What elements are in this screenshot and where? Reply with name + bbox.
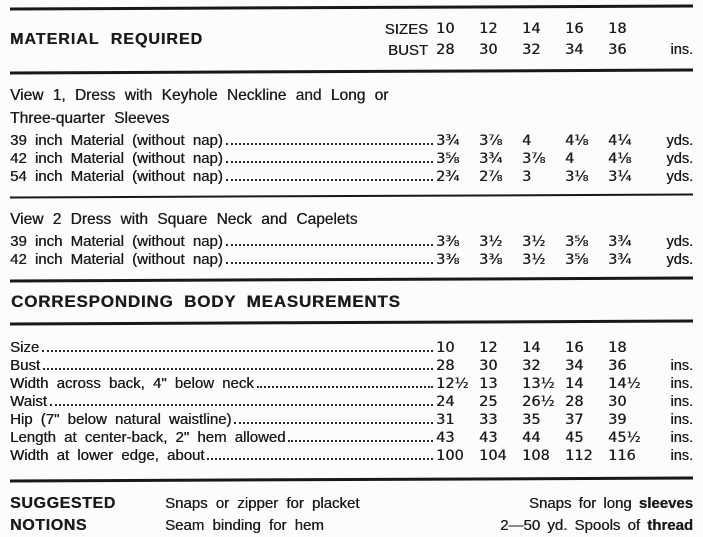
- bust-value: 30: [479, 42, 498, 58]
- bust-value: 32: [522, 42, 541, 58]
- measurement-value: 16: [565, 340, 584, 356]
- measurement-value: 12½: [436, 376, 469, 392]
- measurement-value: 28: [436, 358, 455, 374]
- row-label: Length at center-back, 2" hem allowed: [10, 429, 286, 446]
- yardage-value: 3⅜: [436, 252, 460, 268]
- size-value: 12: [479, 21, 498, 37]
- unit-label: ins.: [670, 412, 693, 428]
- dotted-leader: [42, 350, 433, 352]
- divider-notions-top: [10, 477, 693, 483]
- measurement-value: 13½: [522, 376, 555, 392]
- view-2-title: View 2 Dress with Square Neck and Capelets: [10, 211, 358, 228]
- yardage-value: 3⅜: [436, 234, 460, 250]
- measurement-value: 44: [522, 430, 541, 446]
- row-label: Size: [10, 339, 40, 356]
- unit-label: ins.: [670, 358, 693, 374]
- unit-label: yds.: [666, 234, 693, 250]
- divider-view-2: [10, 194, 693, 199]
- measurement-value: 43: [436, 430, 455, 446]
- dotted-leader: [226, 161, 433, 163]
- measurement-row: [10, 411, 693, 429]
- dotted-leader: [226, 179, 433, 181]
- row-label: 42 inch Material (without nap): [10, 150, 223, 167]
- notions-title: [10, 493, 165, 537]
- material-row: [10, 168, 693, 186]
- dotted-leader: [288, 440, 433, 442]
- material-row: [10, 233, 693, 251]
- size-value: 16: [565, 21, 584, 37]
- measurement-value: 35: [522, 412, 541, 428]
- yardage-value: 3¾: [479, 151, 503, 167]
- bust-label: BUST: [387, 42, 428, 59]
- measurement-value: 30: [608, 394, 627, 410]
- measurement-value: 12: [479, 340, 498, 356]
- dotted-leader: [226, 143, 433, 145]
- measurement-value: 100: [436, 448, 464, 464]
- measurement-value: 36: [608, 358, 627, 374]
- yardage-value: 4: [522, 133, 532, 149]
- unit-label: yds.: [666, 133, 693, 149]
- dotted-leader: [207, 458, 433, 460]
- measurement-value: 43: [479, 430, 498, 446]
- measurement-row: [10, 393, 693, 411]
- yardage-value: 3⅛: [565, 169, 589, 185]
- measurement-value: 14½: [608, 376, 641, 392]
- notion-item: Seam binding for hem: [165, 517, 324, 534]
- yardage-value: 3⅝: [436, 151, 460, 167]
- measurement-row: [10, 357, 693, 375]
- measurement-value: 18: [608, 340, 627, 356]
- measurement-row: [10, 429, 693, 447]
- yardage-value: 3¾: [608, 252, 632, 268]
- measurement-value: 108: [522, 448, 550, 464]
- size-value: 18: [608, 21, 627, 37]
- material-row: [10, 132, 693, 150]
- size-bust-table: [374, 19, 693, 61]
- yardage-value: 4: [565, 151, 575, 167]
- measurement-value: 28: [565, 394, 584, 410]
- bust-value: 28: [436, 42, 455, 58]
- row-label: 39 inch Material (without nap): [10, 233, 223, 250]
- dotted-leader: [50, 404, 433, 406]
- unit-label: yds.: [666, 151, 693, 167]
- yardage-value: 4⅛: [565, 133, 589, 149]
- measurement-value: 14: [522, 340, 541, 356]
- material-required-header: [10, 19, 693, 61]
- measurement-value: 10: [436, 340, 455, 356]
- unit-label: yds.: [666, 169, 693, 185]
- measurement-value: 31: [436, 412, 455, 428]
- row-label: 54 inch Material (without nap): [10, 168, 223, 185]
- yardage-value: 3¾: [436, 133, 460, 149]
- measurement-value: 116: [608, 448, 636, 464]
- row-label: Waist: [10, 393, 47, 410]
- yardage-value: 3⅝: [565, 234, 589, 250]
- yardage-value: 3½: [479, 234, 503, 250]
- material-row: [10, 251, 693, 269]
- notions-list-left: [165, 493, 500, 537]
- notions-title-line-1: SUGGESTED: [10, 495, 116, 512]
- section-title-material-required: MATERIAL REQUIRED: [10, 31, 204, 48]
- row-label: Width across back, 4" below neck: [10, 375, 254, 392]
- dotted-leader: [43, 368, 433, 370]
- row-label: Bust: [10, 357, 41, 374]
- unit-label: yds.: [666, 252, 693, 268]
- notions-list-right: [500, 493, 693, 537]
- yardage-value: 3¾: [608, 234, 632, 250]
- unit-label: ins.: [670, 394, 693, 410]
- view-1-title-line-2: Three-quarter Sleeves: [10, 110, 170, 127]
- row-label: Hip (7" below natural waistline): [10, 411, 232, 428]
- measurement-value: 13: [479, 376, 498, 392]
- measurement-value: 26½: [522, 394, 555, 410]
- measurement-value: 45½: [608, 430, 641, 446]
- material-row: [10, 150, 693, 168]
- unit-label: ins.: [670, 376, 693, 392]
- size-value: 10: [436, 21, 455, 37]
- row-label: Width at lower edge, about: [10, 447, 205, 464]
- measurement-value: 112: [565, 448, 593, 464]
- bust-row: [374, 40, 693, 61]
- yardage-value: 3⅜: [479, 252, 503, 268]
- dotted-leader: [226, 262, 433, 264]
- sizes-label: SIZES: [384, 21, 428, 38]
- yardage-value: 2⅞: [479, 169, 503, 185]
- measurement-row: [10, 375, 693, 393]
- measurement-value: 32: [522, 358, 541, 374]
- divider-header-bottom: [10, 69, 693, 75]
- divider-bm-title-bottom: [10, 320, 693, 326]
- dotted-leader: [226, 244, 433, 246]
- yardage-value: 3: [522, 169, 532, 185]
- section-title-body-measurements: CORRESPONDING BODY MEASUREMENTS: [11, 292, 401, 311]
- bust-value: 36: [608, 42, 627, 58]
- measurement-value: 104: [479, 448, 507, 464]
- row-label: 42 inch Material (without nap): [10, 251, 223, 268]
- measurement-row: [10, 447, 693, 465]
- view-1-title-line-1: View 1, Dress with Keyhole Neckline and Long or: [10, 87, 389, 104]
- yardage-value: 3¼: [608, 169, 632, 185]
- dotted-leader: [257, 386, 433, 388]
- yardage-value: 3⅝: [565, 252, 589, 268]
- measurement-value: 39: [608, 412, 627, 428]
- measurement-value: 30: [479, 358, 498, 374]
- view-2-section: [10, 210, 693, 269]
- divider-bm-top: [10, 277, 693, 283]
- unit-label: ins.: [670, 430, 693, 446]
- yardage-value: 2¾: [436, 169, 460, 185]
- measurement-row: [10, 339, 693, 357]
- view-1-section: [10, 86, 693, 186]
- measurement-value: 37: [565, 412, 584, 428]
- notion-item: Snaps or zipper for placket: [165, 495, 360, 512]
- notions-title-line-2: NOTIONS: [10, 517, 88, 534]
- unit-spacer: [651, 19, 693, 40]
- unit-label: ins.: [670, 448, 693, 464]
- yardage-value: 4¼: [608, 133, 632, 149]
- yardage-value: 3⅞: [522, 151, 546, 167]
- body-measurements-table: [10, 339, 693, 465]
- notion-item: Snaps for long sleeves: [528, 495, 693, 512]
- bust-value: 34: [565, 42, 584, 58]
- row-label: 39 inch Material (without nap): [10, 132, 223, 149]
- measurement-value: 14: [565, 376, 584, 392]
- notion-item: 2—50 yd. Spools of thread: [500, 517, 693, 534]
- measurement-value: 45: [565, 430, 584, 446]
- size-value: 14: [522, 21, 541, 37]
- measurement-value: 34: [565, 358, 584, 374]
- sizes-row: [374, 19, 693, 40]
- yardage-value: 3½: [522, 252, 546, 268]
- yardage-value: 3⅞: [479, 133, 503, 149]
- measurement-value: 33: [479, 412, 498, 428]
- divider-top: [10, 5, 693, 11]
- yardage-value: 4⅛: [608, 151, 632, 167]
- dotted-leader: [234, 422, 433, 424]
- yardage-value: 3½: [522, 234, 546, 250]
- measurement-value: 24: [436, 394, 455, 410]
- unit-label: ins.: [670, 42, 693, 58]
- measurement-value: 25: [479, 394, 498, 410]
- suggested-notions-section: [10, 493, 693, 537]
